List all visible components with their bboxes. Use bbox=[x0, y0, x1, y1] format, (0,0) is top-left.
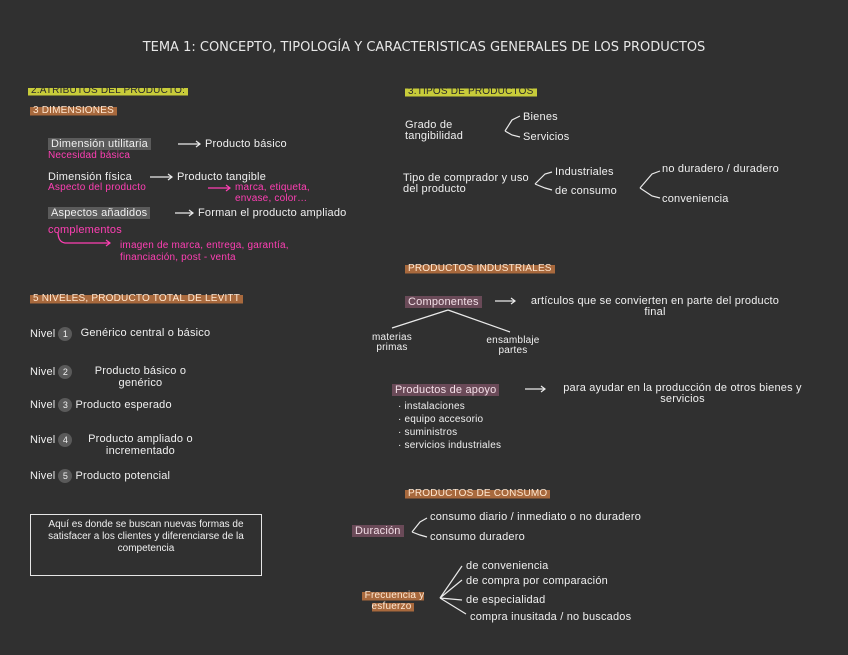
nivel-3: Nivel 3 Producto esperado bbox=[30, 399, 172, 411]
nivel-2: Nivel 2 Producto básico o genérico bbox=[30, 365, 187, 389]
aspectos-anadidos: Aspectos añadidos bbox=[48, 207, 150, 219]
servicios: Servicios bbox=[523, 131, 570, 143]
aspecto-producto: Aspecto del producto bbox=[48, 182, 146, 193]
line-ensamblaje bbox=[448, 310, 510, 332]
de-consumo: de consumo bbox=[555, 185, 617, 197]
apoyo-item: · suministros bbox=[398, 427, 458, 438]
frec-especialidad: de especialidad bbox=[466, 594, 546, 606]
bienes: Bienes bbox=[523, 111, 558, 123]
apoyo-item: · equipo accesorio bbox=[398, 414, 484, 425]
tipo-comprador: Tipo de comprador y uso del producto bbox=[403, 172, 529, 195]
note-box bbox=[30, 514, 262, 576]
ensamblaje-partes: ensamblaje partes bbox=[486, 335, 540, 356]
industriales-header: PRODUCTOS INDUSTRIALES bbox=[405, 262, 555, 275]
page-title: TEMA 1: CONCEPTO, TIPOLOGÍA Y CARACTERISTICAS GENERALES DE LOS PRODUCTOS bbox=[142, 40, 706, 55]
brace-duracion-top bbox=[412, 518, 427, 532]
brace-consumo-bottom bbox=[640, 188, 660, 198]
brace-tipo-bottom bbox=[535, 184, 552, 190]
nivel-4: Nivel 4 Producto ampliado o incrementado bbox=[30, 433, 193, 457]
dimension-fisica: Dimensión física bbox=[48, 171, 132, 183]
complementos: complementos bbox=[48, 224, 122, 236]
brace-tipo-top bbox=[535, 172, 552, 184]
nivel-1: Nivel 1 Genérico central o básico bbox=[30, 327, 211, 340]
conveniencia: conveniencia bbox=[662, 193, 729, 205]
materias-primas: materias primas bbox=[372, 332, 412, 353]
section-atributos: 2.ATRIBUTOS DEL PRODUCTO: bbox=[28, 84, 188, 97]
producto-ampliado: Forman el producto ampliado bbox=[198, 207, 347, 219]
producto-tangible: Producto tangible bbox=[177, 171, 267, 183]
nivel-5: Nivel 5 Producto potencial bbox=[30, 470, 171, 482]
grado-tangibilidad: Grado de tangibilidad bbox=[405, 119, 464, 142]
brace-duracion-bottom bbox=[412, 532, 427, 537]
frec-conveniencia: de conveniencia bbox=[466, 560, 549, 572]
apoyo-item: · instalaciones bbox=[398, 401, 465, 412]
apoyo-def: para ayudar en la producción de otros bienes y servicios bbox=[563, 382, 802, 405]
marca-etiqueta: marca, etiqueta, envase, color… bbox=[235, 182, 310, 204]
frec-inusitada: compra inusitada / no buscados bbox=[470, 611, 632, 623]
componentes: Componentes bbox=[405, 296, 482, 308]
duracion: Duración bbox=[352, 525, 404, 537]
industriales: Industriales bbox=[555, 166, 614, 178]
dimension-utilitaria: Dimensión utilitaria bbox=[48, 138, 151, 150]
consumo-header: PRODUCTOS DE CONSUMO bbox=[405, 487, 550, 500]
productos-apoyo: Productos de apoyo bbox=[392, 384, 499, 396]
consumo-duradero: consumo duradero bbox=[430, 531, 525, 543]
complementos-lista: imagen de marca, entrega, garantía, financiación, post - venta bbox=[120, 240, 289, 263]
line-materias bbox=[392, 310, 448, 328]
brace-consumo-top bbox=[640, 171, 660, 188]
dimensiones-header: 3 DIMENSIONES bbox=[30, 104, 117, 117]
consumo-diario: consumo diario / inmediato o no duradero bbox=[430, 511, 642, 523]
niveles-header: 5 NIVELES, PRODUCTO TOTAL DE LEVITT bbox=[30, 292, 243, 305]
no-duradero-duradero: no duradero / duradero bbox=[662, 163, 779, 175]
necesidad-basica: Necesidad básica bbox=[48, 150, 131, 161]
note-text: Aquí es donde se buscan nuevas formas de satisfacer a los clientes y diferenciarse de la competencia bbox=[48, 519, 244, 554]
section-tipos: 3.TIPOS DE PRODUCTOS bbox=[405, 85, 537, 98]
frec-comparacion: de compra por comparación bbox=[466, 575, 608, 587]
frecuencia-esfuerzo: Frecuencia y esfuerzo bbox=[352, 590, 434, 612]
producto-basico: Producto básico bbox=[205, 138, 287, 150]
brace-grado-bottom bbox=[505, 131, 520, 137]
apoyo-item: · servicios industriales bbox=[398, 440, 502, 451]
brace-grado-top bbox=[505, 116, 520, 131]
brace-frec-4 bbox=[440, 598, 466, 614]
componentes-def: artículos que se convierten en parte del producto final bbox=[530, 295, 780, 318]
